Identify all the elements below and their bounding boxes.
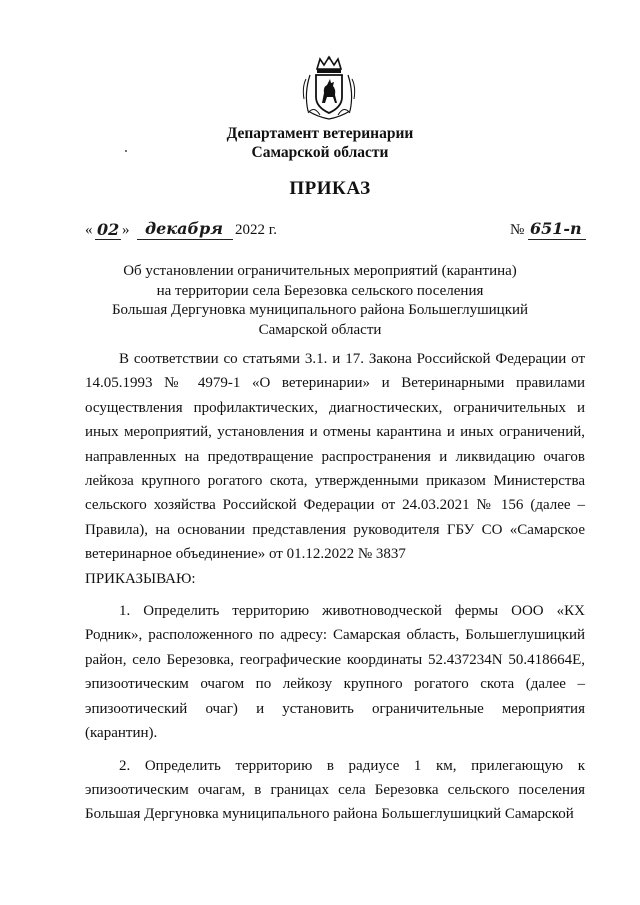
department-name-line2: Самарской области <box>251 144 389 161</box>
order-body <box>85 347 585 827</box>
subject-line2: на территории села Березовка сельского поселения <box>156 282 484 299</box>
samara-coat-of-arms-icon <box>300 55 358 121</box>
date-day-underline <box>95 239 121 240</box>
order-subject <box>100 262 540 340</box>
scan-speck <box>125 150 127 152</box>
date-month-underline <box>137 239 233 240</box>
preamble-paragraph: В соответствии со статьями 3.1. и 17. Закона Российской Федерации от 14.05.1993 № 4979-1 «О ветеринарии» и Ветеринарными правилами осуществления профилактических, диагностических, ограничительных и иных мероприятий, установления и отмены карантина и иных ограничений, направленных на предотвращение распространения и ликвидацию очагов лейкоза крупного рогатого скота, утвержденными приказом Министерства сельского хозяйства Российской Федерации от 24.03.2021 № 156 (далее – Правила), на основании представления руководителя ГБУ СО «Самарское ветеринарное объединение» от 01.12.2022 № 3837 <box>85 351 585 563</box>
order-number-prefix: № <box>510 222 525 238</box>
date-close-quote: » <box>122 222 130 238</box>
order-word: ПРИКАЗЫВАЮ: <box>85 570 196 587</box>
subject-line4: Самарской области <box>258 321 382 338</box>
subject-line1: Об установлении ограничительных мероприятий (карантина) <box>123 263 517 279</box>
order-number-value: 651-п <box>530 219 582 238</box>
date-day: 02 <box>97 220 120 239</box>
order-number-underline <box>528 239 586 240</box>
order-item-2: 2. Определить территорию в радиусе 1 км, прилегающую к эпизоотическим очагам, в границах села Березовка сельского поселения Большая Дергуновка муниципального района Большеглушицкий Самарской <box>85 757 585 823</box>
order-item-1: 1. Определить территорию животноводческой фермы ООО «КХ Родник», расположенного по адресу: Самарская область, Большеглушицкий район, село Березовка, географические координаты 52.437234N 50.418664E, эпизоотическим очагом по лейкозу крупного рогатого скота (далее – эпизоотический очаг) и установить ограничительные мероприятия (карантин). <box>85 603 585 742</box>
date-year: 2022 г. <box>235 222 277 238</box>
date-month: декабря <box>145 219 223 238</box>
date-open-quote: « <box>85 222 93 238</box>
subject-line3: Большая Дергуновка муниципального района Большеглушицкий <box>111 302 529 318</box>
document-title: ПРИКАЗ <box>289 178 371 199</box>
department-name-line1: Департамент ветеринарии <box>226 125 414 142</box>
